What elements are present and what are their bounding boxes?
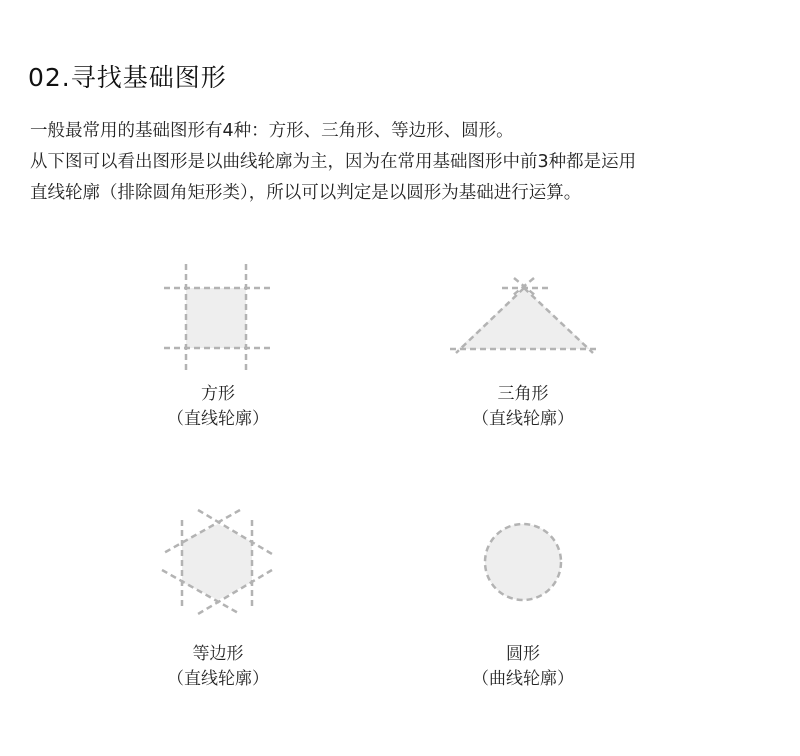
square-outline-type: （直线轮廓） xyxy=(167,409,269,429)
hexagon-name: 等边形 xyxy=(192,644,244,664)
square-figure xyxy=(160,262,276,374)
circle-figure xyxy=(480,520,566,606)
circle-icon xyxy=(480,520,566,606)
hexagon-icon xyxy=(158,506,278,616)
triangle-figure xyxy=(448,274,604,360)
circle-caption xyxy=(443,642,603,692)
section-title: 02.寻找基础图形 xyxy=(28,63,227,92)
triangle-name: 三角形 xyxy=(497,384,549,404)
description-line-2: 从下图可以看出图形是以曲线轮廓为主，因为在常用基础图形中前3种都是运用 xyxy=(30,152,637,172)
description xyxy=(30,116,775,209)
circle-outline-type: （曲线轮廓） xyxy=(472,669,574,689)
hexagon-caption xyxy=(138,642,298,692)
circle-shape xyxy=(485,524,561,600)
hexagon-figure xyxy=(158,506,278,616)
triangle-icon xyxy=(448,274,604,360)
description-line-3: 直线轮廓（排除圆角矩形类），所以可以判定是以圆形为基础进行运算。 xyxy=(30,183,582,203)
circle-name: 圆形 xyxy=(506,644,540,664)
triangle-shape xyxy=(458,288,590,349)
triangle-outline-type: （直线轮廓） xyxy=(472,409,574,429)
hexagon-outline-type: （直线轮廓） xyxy=(167,669,269,689)
square-caption xyxy=(138,382,298,432)
square-icon xyxy=(160,262,276,374)
triangle-caption xyxy=(443,382,603,432)
square-name: 方形 xyxy=(201,384,235,404)
square-shape xyxy=(186,288,246,348)
description-line-1: 一般最常用的基础图形有4种：方形、三角形、等边形、圆形。 xyxy=(30,121,514,141)
